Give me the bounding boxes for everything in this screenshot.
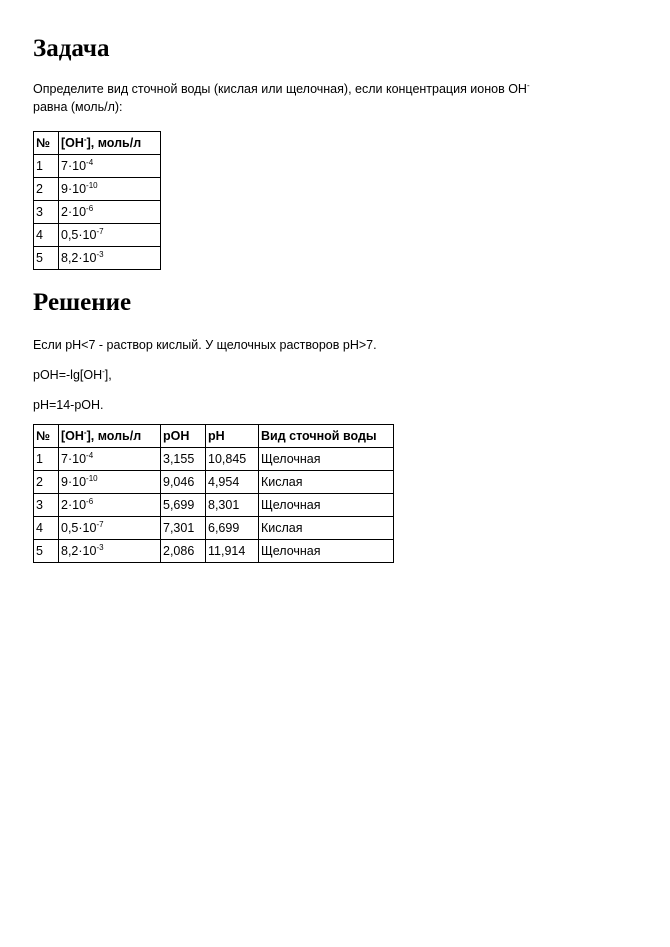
table-row [34, 178, 161, 201]
cell-num: 2 [34, 471, 59, 494]
task-intro-line2: равна (моль/л): [33, 100, 123, 114]
cell-oh: $0,5\cdot 10^{-7}$ [59, 517, 161, 540]
solution-formula-ph: pH=14-pOH. [33, 398, 104, 412]
solution-table-header-row [34, 425, 394, 448]
table-row [34, 247, 161, 270]
solution-formula-poh: pOH=-lg[OH-], [33, 366, 112, 382]
cell-num: 4 [34, 224, 59, 247]
cell-poh: 5,699 [161, 494, 206, 517]
header-ph: pH [206, 425, 259, 448]
cell-oh: $9\cdot 10^{-10}$ [59, 471, 161, 494]
header-poh: pOH [161, 425, 206, 448]
task-heading: Задача [33, 35, 110, 62]
table-row [34, 155, 161, 178]
table-row [34, 494, 394, 517]
cell-num: 1 [34, 448, 59, 471]
header-oh: [OH-], моль/л [59, 425, 161, 448]
cell-num: 4 [34, 517, 59, 540]
cell-oh: $2\cdot 10^{-6}$ [59, 201, 161, 224]
cell-water-type: Щелочная [259, 448, 394, 471]
table-row [34, 224, 161, 247]
cell-ph: 8,301 [206, 494, 259, 517]
cell-ph: 4,954 [206, 471, 259, 494]
solution-heading: Решение [33, 289, 132, 316]
cell-poh: 7,301 [161, 517, 206, 540]
cell-num: 3 [34, 494, 59, 517]
cell-ph: 10,845 [206, 448, 259, 471]
cell-poh: 2,086 [161, 540, 206, 563]
solution-rule-ph: Если pH<7 - раствор кислый. У щелочных растворов pH>7. [33, 338, 377, 352]
cell-oh: $8,2\cdot 10^{-3}$ [59, 540, 161, 563]
cell-poh: 3,155 [161, 448, 206, 471]
table-row [34, 448, 394, 471]
cell-water-type: Кислая [259, 517, 394, 540]
cell-water-type: Кислая [259, 471, 394, 494]
header-water-type: Вид сточной воды [259, 425, 394, 448]
task-intro [33, 80, 633, 116]
task-intro-line1: Определите вид сточной воды (кислая или щелочная), если концентрация ионов OH- [33, 80, 530, 96]
cell-oh: $7\cdot 10^{-4}$ [59, 448, 161, 471]
cell-oh: $7\cdot 10^{-4}$ [59, 155, 161, 178]
table-row [34, 471, 394, 494]
table-row [34, 201, 161, 224]
cell-ph: 11,914 [206, 540, 259, 563]
cell-oh: $9\cdot 10^{-10}$ [59, 178, 161, 201]
header-num: № [34, 425, 59, 448]
cell-num: 1 [34, 155, 59, 178]
cell-poh: 9,046 [161, 471, 206, 494]
task-table [33, 131, 161, 270]
cell-water-type: Щелочная [259, 540, 394, 563]
task-table-header-row [34, 132, 161, 155]
cell-num: 5 [34, 540, 59, 563]
cell-num: 2 [34, 178, 59, 201]
table-row [34, 540, 394, 563]
header-num: № [34, 132, 59, 155]
cell-oh: $2\cdot 10^{-6}$ [59, 494, 161, 517]
cell-num: 5 [34, 247, 59, 270]
cell-oh: $8,2\cdot 10^{-3}$ [59, 247, 161, 270]
cell-oh: $0,5\cdot 10^{-7}$ [59, 224, 161, 247]
table-row [34, 517, 394, 540]
cell-water-type: Щелочная [259, 494, 394, 517]
solution-table [33, 424, 394, 563]
cell-ph: 6,699 [206, 517, 259, 540]
header-oh: [OH-], моль/л [59, 132, 161, 155]
cell-num: 3 [34, 201, 59, 224]
